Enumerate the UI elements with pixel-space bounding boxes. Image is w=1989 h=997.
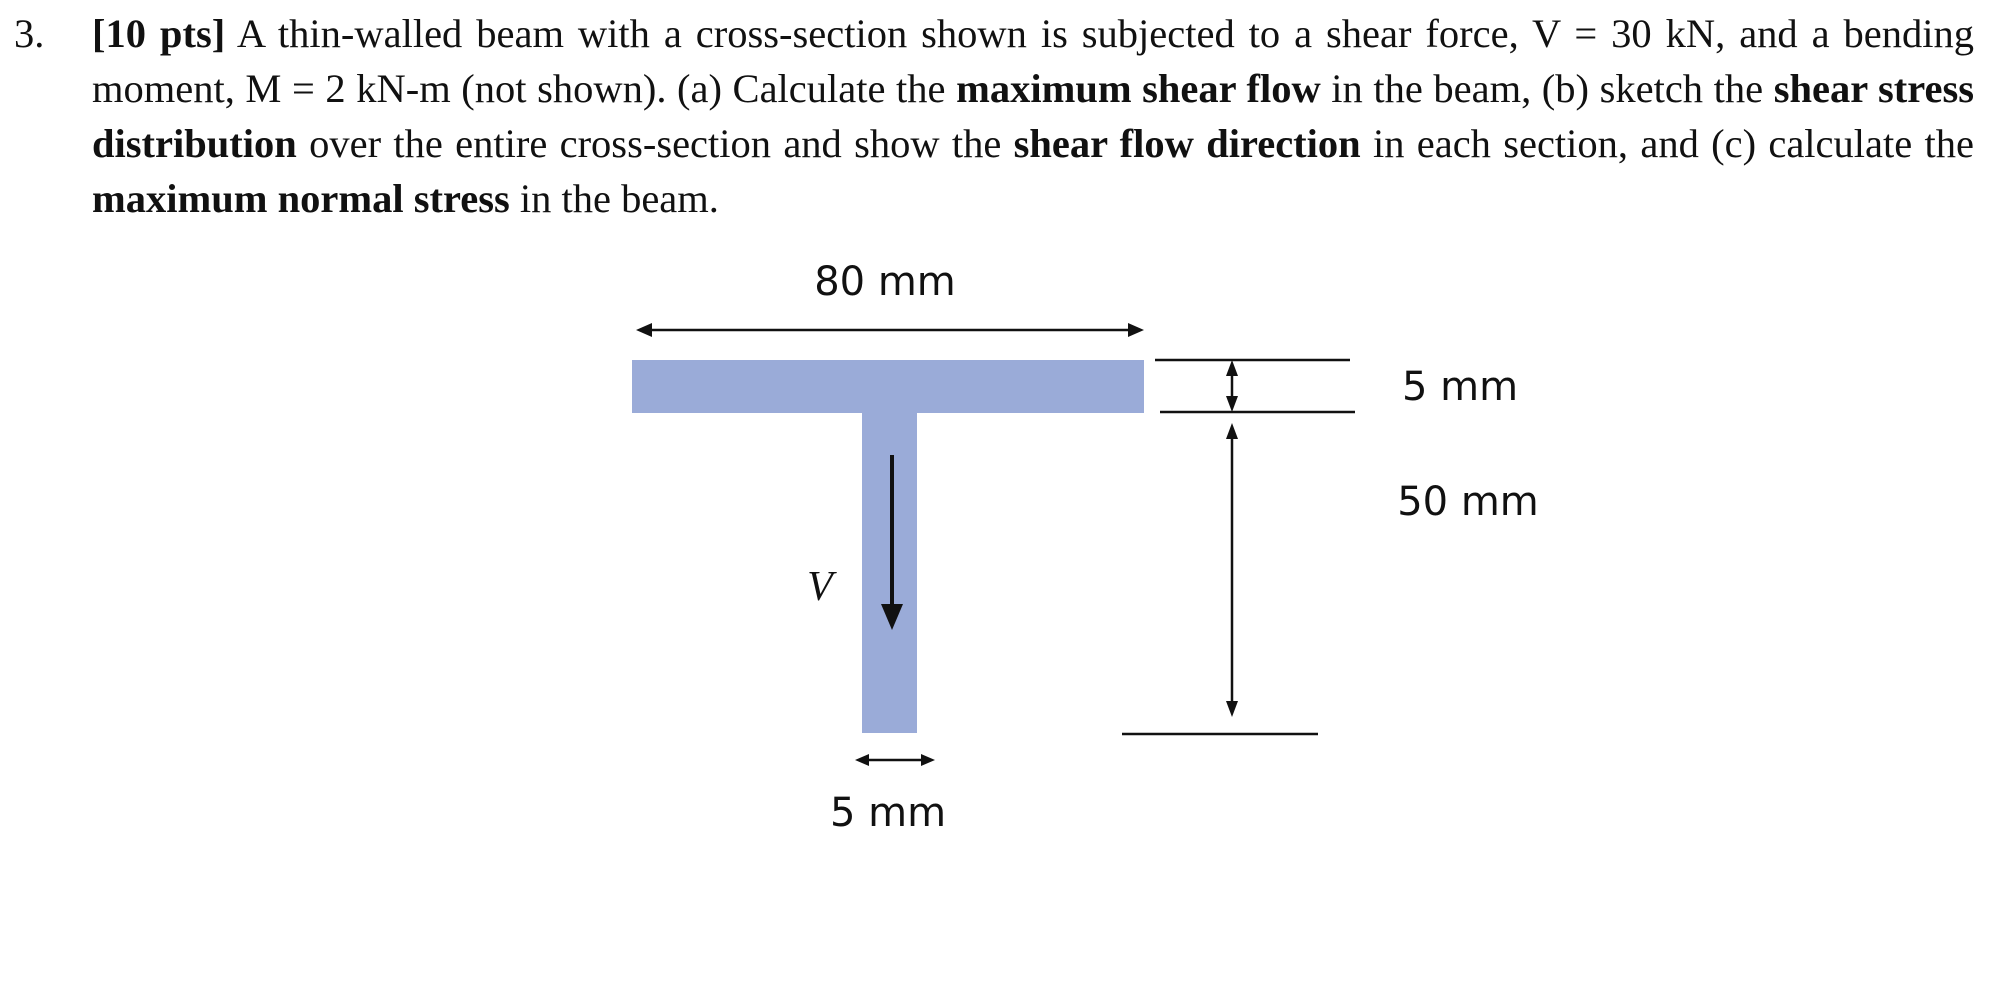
flange-width-label: 80 mm xyxy=(814,259,956,305)
web-thickness-arrowhead-right xyxy=(921,754,935,766)
flange-thickness-arrowhead-up xyxy=(1226,360,1238,376)
web-thickness-arrowhead-left xyxy=(855,754,869,766)
problem-text-1: A thin-walled beam with a cross-section shown is subjected to a shear force, V = 30 kN, and a bending moment, M = 2 kN-m (not shown). (a) Calculate the xyxy=(92,11,1975,111)
web-height-label: 50 mm xyxy=(1397,479,1539,525)
problem-text-3: over the entire cross-section and show the xyxy=(296,121,1014,166)
emphasis-shear-flow-direction: shear flow direction xyxy=(1013,121,1361,166)
shear-force-label: V xyxy=(807,564,833,610)
web-rectangle xyxy=(862,413,917,733)
web-height-arrowhead-up xyxy=(1226,423,1238,439)
flange-width-dimension-arrow xyxy=(636,323,1144,337)
emphasis-shear-stress-distribution: shear stress distribution xyxy=(92,66,1975,166)
web-thickness-dimension xyxy=(855,754,935,766)
emphasis-maximum-normal-stress: maximum normal stress xyxy=(92,176,510,221)
flange-thickness-label: 5 mm xyxy=(1401,364,1519,410)
flange-width-arrowhead-right xyxy=(1128,323,1144,337)
problem-text-5: in the beam. xyxy=(509,176,719,221)
problem-text-2: in the beam, (b) sketch the xyxy=(1320,66,1774,111)
problem-text-4: in each section, and (c) calculate the xyxy=(1360,121,1974,166)
web-thickness-label: 5 mm xyxy=(829,790,947,836)
flange-rectangle xyxy=(632,360,1144,413)
flange-width-arrowhead-left xyxy=(636,323,652,337)
flange-thickness-dimension xyxy=(1155,360,1355,412)
web-height-arrowhead-down xyxy=(1226,701,1238,717)
problem-number: 3. xyxy=(14,11,45,56)
emphasis-maximum-shear-flow: maximum shear flow xyxy=(956,66,1321,111)
problem-points: [10 pts] xyxy=(92,11,226,56)
web-height-dimension xyxy=(1122,423,1318,734)
flange-thickness-arrowhead-down xyxy=(1226,396,1238,412)
